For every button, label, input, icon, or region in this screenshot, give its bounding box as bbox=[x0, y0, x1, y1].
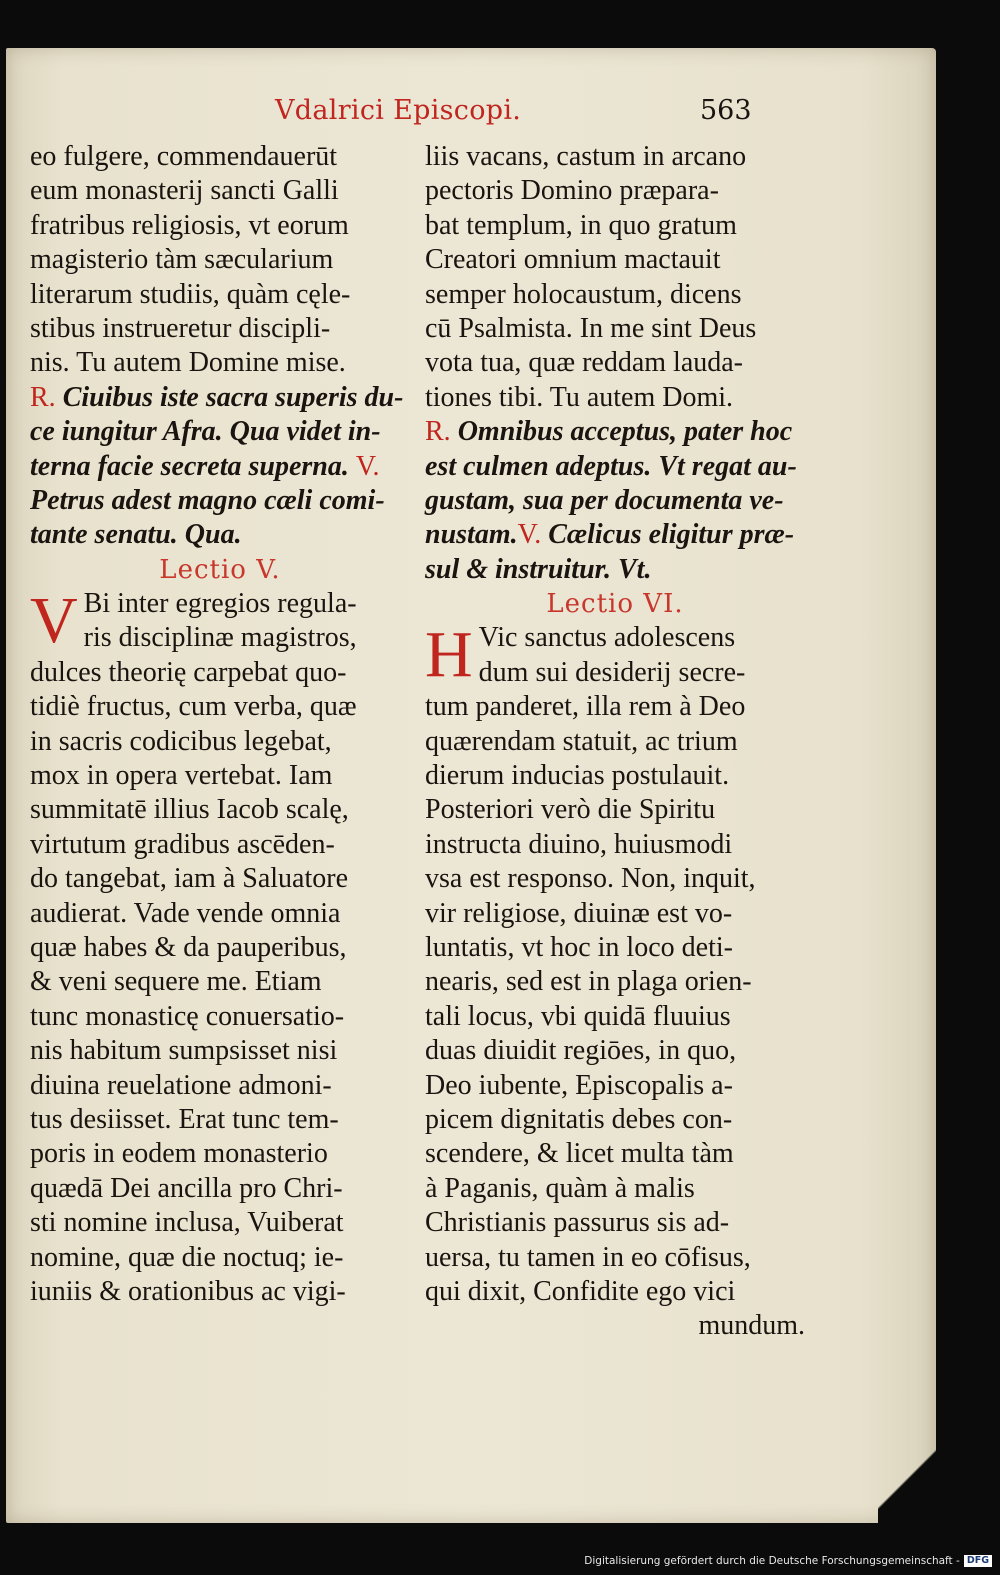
text-line: literarum studiis, quàm cęle- bbox=[30, 278, 351, 310]
page-number: 563 bbox=[700, 95, 752, 126]
text-line: quædā Dei ancilla pro Chri- bbox=[30, 1172, 343, 1204]
text-line: à Paganis, quàm à malis bbox=[425, 1172, 695, 1204]
text-line: nearis, sed est in plaga orien- bbox=[425, 966, 752, 998]
text-line: nis. Tu autem Domine mise. bbox=[30, 347, 346, 379]
text-line: semper holocaustum, dicens bbox=[425, 278, 742, 310]
text-line: dulces theorię carpebat quo- bbox=[30, 656, 347, 688]
lesson-heading: Lectio V. bbox=[159, 554, 281, 585]
versicle-line bbox=[425, 518, 805, 552]
text-line: picem dignitatis debes con- bbox=[425, 1103, 733, 1135]
text-line: audierat. Vade vende omnia bbox=[30, 897, 341, 929]
responsory-line: gustam, sua per documenta ve- bbox=[425, 484, 784, 516]
text-line: eum monasterij sancti Galli bbox=[30, 175, 339, 207]
text-line: duas diuidit regiōes, in quo, bbox=[425, 1035, 737, 1067]
responsory-line bbox=[30, 450, 410, 484]
versicle-line: sul & instruitur. Vt. bbox=[425, 553, 652, 585]
text-line: tunc monasticę conuersatio- bbox=[30, 1000, 345, 1032]
text-line: uersa, tu tamen in eo cōfisus, bbox=[425, 1241, 751, 1273]
versicle-line: tante senatu. Qua. bbox=[30, 519, 242, 551]
text-line: do tangebat, iam à Saluatore bbox=[30, 863, 348, 895]
text-line: tus desiisset. Erat tunc tem- bbox=[30, 1103, 339, 1135]
drop-initial: H bbox=[425, 618, 473, 692]
text-line: quæ habes & da pauperibus, bbox=[30, 931, 347, 963]
responsory-line: est culmen adeptus. Vt regat au- bbox=[425, 450, 797, 482]
text-line: magisterio tàm sæcularium bbox=[30, 244, 334, 276]
responsory-mark: R. bbox=[425, 416, 451, 448]
text-line: vir religiose, diuinæ est vo- bbox=[425, 897, 733, 929]
responsory-text: Ciuibus iste sacra superis du- bbox=[62, 381, 404, 413]
running-header bbox=[0, 95, 1000, 135]
versicle-mark: V. bbox=[355, 450, 380, 482]
text-line: Posteriori verò die Spiritu bbox=[425, 794, 716, 826]
lesson-heading: Lectio VI. bbox=[546, 589, 684, 620]
text-line: pectoris Domino præpara- bbox=[425, 175, 719, 207]
dfg-logo: DFG bbox=[964, 1555, 992, 1567]
text-line: vota tua, quæ reddam lauda- bbox=[425, 347, 744, 379]
text-line: poris in eodem monasterio bbox=[30, 1138, 328, 1170]
text-line: in sacris codicibus legebat, bbox=[30, 725, 332, 757]
text-line: nomine, quæ die noctuq; ie- bbox=[30, 1241, 344, 1273]
text-line: sti nomine inclusa, Vuiberat bbox=[30, 1207, 344, 1239]
text-line: ris disciplinæ magistros, bbox=[83, 622, 357, 654]
responsory-line bbox=[425, 415, 805, 449]
left-column bbox=[30, 140, 410, 1309]
right-column bbox=[425, 140, 805, 1344]
text-line: stibus instrueretur discipli- bbox=[30, 312, 331, 344]
text-line: virtutum gradibus ascēden- bbox=[30, 828, 335, 860]
text-line: tidiè fructus, cum verba, quæ bbox=[30, 691, 357, 723]
digitization-credit bbox=[584, 1555, 992, 1571]
text-line: eo fulgere, commendauerūt bbox=[30, 141, 338, 172]
text-line: dierum inducias postulauit. bbox=[425, 760, 730, 792]
text-line: Deo iubente, Episcopalis a- bbox=[425, 1069, 733, 1101]
text-line: qui dixit, Confidite ego vici bbox=[425, 1275, 736, 1307]
drop-initial: V bbox=[30, 584, 78, 658]
text-line: dum sui desiderij secre- bbox=[478, 656, 746, 688]
versicle-mark: V. bbox=[517, 519, 542, 551]
text-line: summitatē illius Iacob scalę, bbox=[30, 794, 349, 826]
responsory-line bbox=[30, 381, 410, 415]
text-line: scendere, & licet multa tàm bbox=[425, 1138, 734, 1170]
text-line: liis vacans, castum in arcano bbox=[425, 141, 747, 172]
text-line: & veni sequere me. Etiam bbox=[30, 966, 322, 998]
text-line: Creatori omnium mactauit bbox=[425, 244, 721, 276]
responsory-text: Omnibus acceptus, pater hoc bbox=[457, 416, 793, 448]
text-line: fratribus religiosis, vt eorum bbox=[30, 209, 349, 241]
page-corner-curl bbox=[878, 1435, 938, 1525]
text-line: mox in opera vertebat. Iam bbox=[30, 760, 333, 792]
responsory-mark: R. bbox=[30, 381, 56, 413]
text-line: tiones tibi. Tu autem Domi. bbox=[425, 381, 734, 413]
text-line: Vic sanctus adolescens bbox=[478, 622, 736, 654]
text-line: bat templum, in quo gratum bbox=[425, 209, 737, 241]
catchword: mundum. bbox=[698, 1310, 805, 1342]
text-line: luntatis, vt hoc in loco deti- bbox=[425, 931, 733, 963]
text-line: nis habitum sumpsisset nisi bbox=[30, 1035, 338, 1067]
responsory-line: ce iungitur Afra. Qua videt in- bbox=[30, 416, 381, 448]
text-line: iuniis & orationibus ac vigi- bbox=[30, 1275, 346, 1307]
text-line: diuina reuelatione admoni- bbox=[30, 1069, 332, 1101]
running-title: Vdalrici Episcopi. bbox=[275, 95, 522, 126]
text-line: tum panderet, illa rem à Deo bbox=[425, 691, 746, 723]
credit-text: Digitalisierung gefördert durch die Deutsche Forschungsgemeinschaft - bbox=[584, 1555, 960, 1567]
text-line: Christianis passurus sis ad- bbox=[425, 1207, 730, 1239]
versicle-line: Petrus adest magno cæli comi- bbox=[30, 484, 385, 516]
versicle-start: nustam. bbox=[425, 519, 518, 551]
text-line: quærendam statuit, ac trium bbox=[425, 725, 738, 757]
text-line: tali locus, vbi quidā fluuius bbox=[425, 1000, 731, 1032]
text-line: Bi inter egregios regula- bbox=[83, 588, 357, 620]
text-line: instructa diuino, huiusmodi bbox=[425, 828, 733, 860]
versicle-text: Cælicus eligitur præ- bbox=[548, 519, 795, 551]
text-line: cū Psalmista. In me sint Deus bbox=[425, 312, 757, 344]
text-line: vsa est responso. Non, inquit, bbox=[425, 863, 756, 895]
responsory-text: terna facie secreta superna. bbox=[30, 450, 349, 482]
